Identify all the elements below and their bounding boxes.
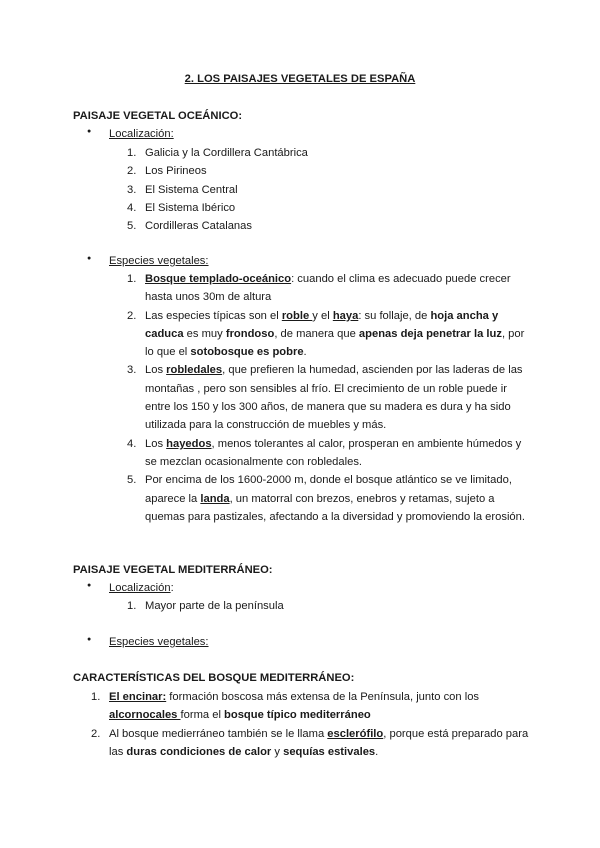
bullet-label: Especies vegetales:: [109, 255, 209, 267]
list-item: 3. El Sistema Central: [127, 183, 238, 196]
bullet-especies-oceanico: [90, 255, 209, 267]
list-item: 2. Las especies típicas son el roble y el haya: su follaje, de hoja ancha y caduca es muy frondoso, de manera que apenas deja penetrar la luz, por lo que el sotobosque es pobre.: [127, 309, 525, 359]
list-item: 1. Galicia y la Cordillera Cantábrica: [127, 147, 308, 159]
bullet-label: Localización: [109, 582, 171, 594]
section-heading-oceanico: PAISAJE VEGETAL OCEÁNICO:: [73, 110, 243, 122]
list-item: 1. El encinar: formación boscosa más extensa de la Península, junto con los alcornocales forma el bosque típico mediterráneo: [91, 691, 480, 722]
bullet-localizacion-oceanico: [90, 128, 174, 140]
section-heading-mediterraneo: PAISAJE VEGETAL MEDITERRÁNEO:: [73, 564, 273, 576]
localizacion-list-mediterraneo: [127, 597, 284, 615]
bullet-label: Localización:: [109, 128, 174, 140]
list-item: 2. Al bosque medierráneo también se le llama esclerófilo, porque está preparado para las duras condiciones de calor y sequías estivales.: [91, 727, 529, 758]
list-item: 5. Cordilleras Catalanas: [127, 220, 252, 233]
bullet-label: Especies vegetales:: [109, 636, 209, 648]
especies-list-oceanico: [127, 270, 530, 526]
caracteristicas-list: [91, 688, 529, 761]
list-item: 3. Los robledales, que prefieren la humedad, ascienden por las laderas de las montañas , pero son sensibles al frío. El crecimiento de un roble puede ir entre los 150 y los 300 años, de manera que su madera es dura y ha sido utilizada para la construcción de muebles y más.: [127, 364, 523, 432]
localizacion-list-oceanico: [127, 144, 308, 235]
list-item: 5. Por encima de los 1600-2000 m, donde el bosque atlántico se ve limitado, aparece la landa, un matorral con brezos, enebros y retamas, sujeto a quemas para pastizales, afectando a la diversidad y promoviendo la erosión.: [127, 474, 525, 523]
bullet-localizacion-mediterraneo: [90, 582, 174, 594]
list-item: 4. Los hayedos, menos tolerantes al calor, prosperan en ambiente húmedos y se mezclan ocasionalmente con robledales.: [127, 437, 522, 468]
list-item: 1. Mayor parte de la península: [127, 600, 284, 612]
list-item: 2. Los Pirineos: [127, 165, 207, 178]
bullet-colon: :: [170, 582, 174, 594]
page-title: 2. LOS PAISAJES VEGETALES DE ESPAÑA: [184, 73, 416, 85]
section-heading-caracteristicas: CARACTERÍSTICAS DEL BOSQUE MEDITERRÁNEO:: [73, 672, 355, 684]
list-item: 1. Bosque templado-oceánico: cuando el clima es adecuado puede crecer hasta unos 30m de altura: [127, 273, 511, 304]
list-item: 4. El Sistema Ibérico: [127, 201, 236, 214]
bullet-especies-mediterraneo: [90, 636, 209, 648]
